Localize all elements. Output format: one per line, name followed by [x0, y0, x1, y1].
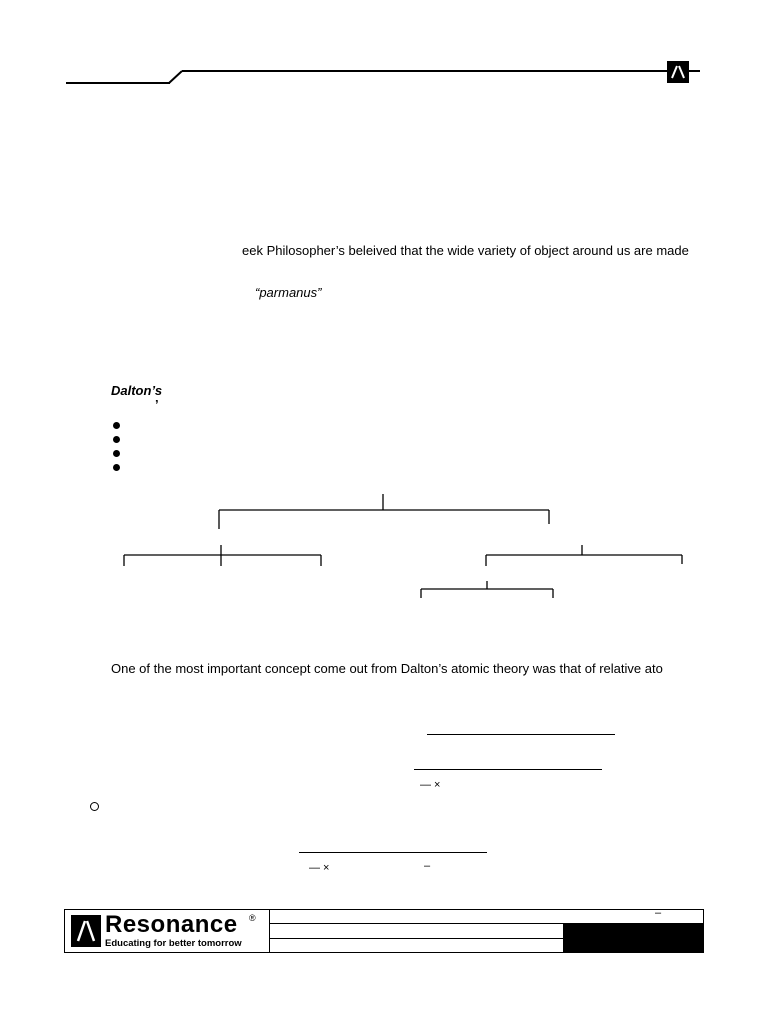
times-sign-1: — ×: [420, 779, 441, 791]
parmanus-quote: “parmanus”: [255, 285, 322, 300]
registered-mark: ®: [249, 913, 256, 923]
dalton-heading: Dalton’s: [111, 383, 163, 398]
note-ring-bullet: [90, 802, 99, 811]
intro-paragraph: eek Philosopher’s beleived that the wide variety of object around us are made: [242, 243, 689, 258]
times-sign-2: — ×: [309, 862, 330, 874]
resonance-mark-icon: [71, 915, 101, 947]
footer-logo-area: [65, 910, 270, 952]
footer-row-divider-2: [269, 938, 563, 939]
fraction-bar-2: [414, 769, 602, 770]
fraction-bar-3: [299, 852, 487, 853]
footer-box: [64, 909, 704, 953]
relative-mass-paragraph: One of the most important concept come out from Dalton’s atomic theory was that of relative ato: [111, 661, 663, 676]
footer-minus-sign: –: [655, 907, 662, 919]
brand-tagline: Educating for better tomorrow: [105, 938, 242, 949]
brand-name: Resonance: [105, 911, 238, 938]
footer-black-block: [563, 924, 703, 952]
fraction-bar-1: [427, 734, 615, 735]
dalton-apostrophe: ’: [155, 397, 159, 412]
minus-sign-1: –: [424, 860, 431, 872]
